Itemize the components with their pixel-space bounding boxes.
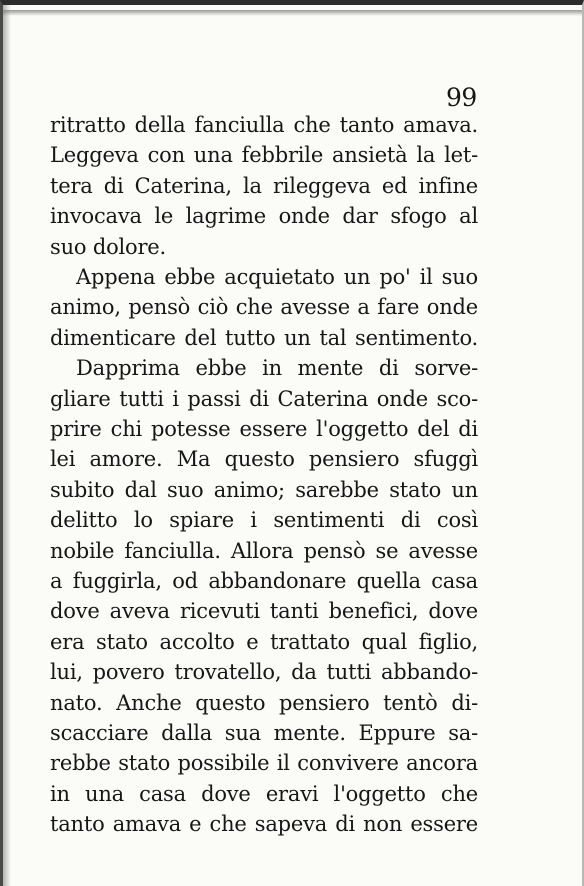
text-line: prire chi potesse essere l'oggetto del di <box>50 417 478 441</box>
page-number: 99 <box>446 83 477 112</box>
text-line: subito dal suo animo; sarebbe stato un <box>50 477 478 502</box>
text-line: Leggeva con una febbrile ansietà la let- <box>50 143 478 168</box>
text-line: rebbe stato possibile il convivere ancora <box>50 751 478 776</box>
text-line: lui, povero trovatello, da tutti abbando- <box>50 660 478 685</box>
text-line: tera di Caterina, la rileggeva ed infine <box>50 173 478 198</box>
text-line: animo, pensò ciò che avesse a fare onde <box>50 295 478 320</box>
text-line: scacciare dalla sua mente. Eppure sa- <box>50 721 478 745</box>
text-line: tanto amava e che sapeva di non essere <box>50 812 478 837</box>
text-line: gliare tutti i passi di Caterina onde sco- <box>50 386 478 411</box>
page-binding-shadow <box>3 5 11 886</box>
text-line: dove aveva ricevuti tanti benefici, dove <box>50 599 478 624</box>
text-line: era stato accolto e trattato qual figlio, <box>50 629 478 654</box>
text-line: dimenticare del tutto un tal sentimento. <box>50 325 478 350</box>
text-line: delitto lo spiare i sentimenti di così <box>50 508 478 533</box>
text-line: a fuggirla, od abbandonare quella casa <box>50 569 478 593</box>
text-line: nobile fanciulla. Allora pensò se avesse <box>50 538 478 563</box>
text-line: ritratto della fanciulla che tanto amava. <box>50 113 478 137</box>
page-top-edge-shadow <box>3 10 582 16</box>
text-line: nato. Anche questo pensiero tentò di- <box>50 690 478 715</box>
paragraph-first-line: Appena ebbe acquietato un po' il suo <box>76 265 478 289</box>
text-line: suo dolore. <box>50 234 167 259</box>
text-line: invocava le lagrime onde dar sfogo al <box>50 204 478 229</box>
text-line: in una casa dove eravi l'oggetto che <box>50 781 478 806</box>
paragraph-first-line: Dapprima ebbe in mente di sorve- <box>76 356 478 381</box>
text-line: lei amore. Ma questo pensiero sfuggì <box>50 447 478 472</box>
